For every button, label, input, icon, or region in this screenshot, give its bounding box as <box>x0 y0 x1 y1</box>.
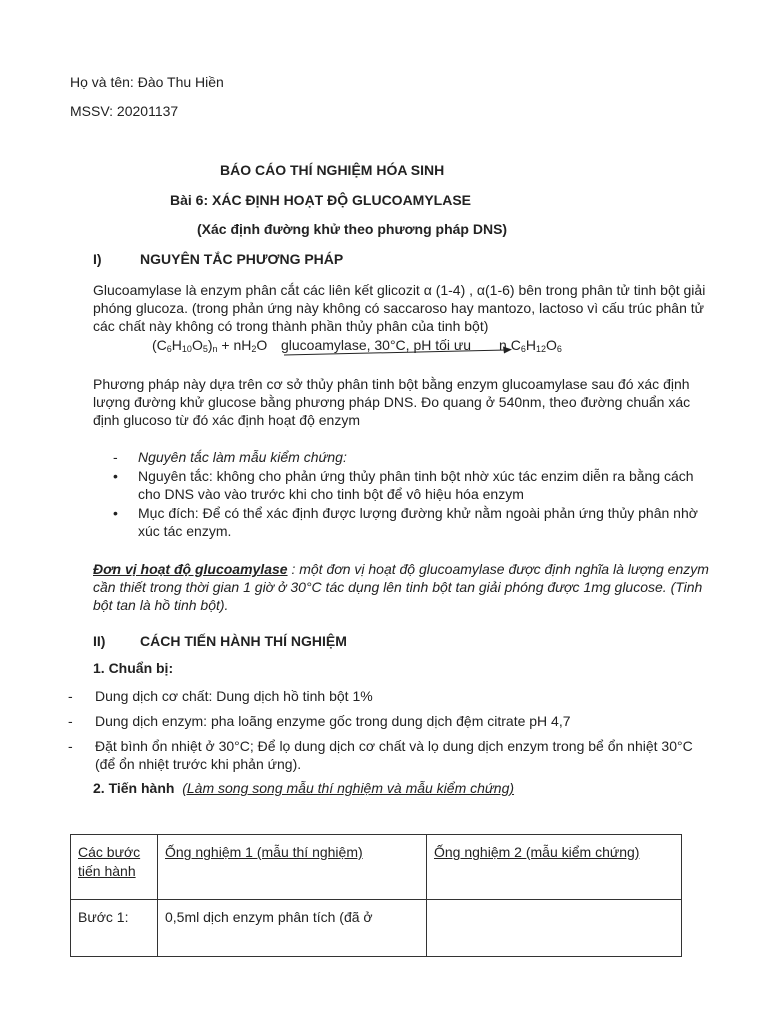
subsection-procedure <box>93 780 514 796</box>
section1-heading: NGUYÊN TẮC PHƯƠNG PHÁP <box>140 251 344 267</box>
lab-subtitle: (Xác định đường khử theo phương pháp DNS) <box>197 221 508 237</box>
procedure-note: (Làm song song mẫu thí nghiệm và mẫu kiểm chứng) <box>182 780 515 796</box>
table-header-cell: Ống nghiệm 1 (mẫu thí nghiệm) <box>158 835 427 900</box>
unit-definition-text: : một đơn vị hoạt độ glucoamylase được định nghĩa là lượng enzym cần thiết trong thời gian 1 giờ ở 30°C tác dụng lên tinh bột tan giải phóng được 1mg glucose. (Tinh bột tan là hồ tinh bột). <box>93 561 709 613</box>
reaction-product: n $C_6H_{12}O_6$ <box>499 337 562 354</box>
table-cell: 0,5ml dịch enzym phân tích (đã ở <box>158 900 427 957</box>
control-principle-label: Nguyên tắc làm mẫu kiểm chứng: <box>138 449 347 465</box>
prep-text: Đặt bình ổn nhiệt ở 30°C; Để lọ dung dịch cơ chất và lọ dung dịch enzym trong bể ổn nhiệt 30°C (để ổn nhiệt trước khi phản ứng). <box>95 738 693 772</box>
reaction-condition: glucoamylase, 30°C, pH tối ưu <box>281 337 472 353</box>
unit-term: Đơn vị hoạt độ glucoamylase <box>93 561 288 577</box>
bullet-icon: • <box>113 468 118 484</box>
procedure-table <box>70 834 682 957</box>
procedure-label: 2. Tiến hành <box>93 780 175 796</box>
student-name: Họ và tên: Đào Thu Hiền <box>70 74 224 90</box>
bullet-text: Mục đích: Để có thể xác định được lượng đường khử nằm ngoài phản ứng thủy phân nhờ xúc tác enzym. <box>138 505 698 539</box>
bullet-icon: • <box>113 505 118 521</box>
dash-marker: - <box>68 713 73 729</box>
table-header-cell: Các bước tiến hành <box>71 835 158 900</box>
dash-marker: - <box>68 688 73 704</box>
lab-title: Bài 6: XÁC ĐỊNH HOẠT ĐỘ GLUCOAMYLASE <box>170 192 472 208</box>
table-header-row <box>71 835 682 900</box>
bullet-text: Nguyên tắc: không cho phản ứng thủy phân tinh bột nhờ xúc tác enzim diễn ra bằng cách cho DNS vào vào trước khi cho tinh bột để vô hiệu hóa enzym <box>138 468 694 502</box>
table-cell: Bước 1: <box>71 900 158 957</box>
table-row <box>71 900 682 957</box>
table-cell <box>427 900 682 957</box>
prep-text: Dung dịch enzym: pha loãng enzyme gốc trong dung dịch đệm citrate pH 4,7 <box>95 713 571 729</box>
unit-definition <box>93 560 713 614</box>
report-title: BÁO CÁO THÍ NGHIỆM HÓA SINH <box>220 162 445 178</box>
dash-marker: - <box>68 738 73 754</box>
section2-heading: CÁCH TIẾN HÀNH THÍ NGHIỆM <box>140 633 347 649</box>
student-id: MSSV: 20201137 <box>70 103 179 119</box>
section1-number: I) <box>93 251 102 267</box>
dash-marker: - <box>113 449 118 465</box>
subsection-preparation: 1. Chuẩn bị: <box>93 660 174 676</box>
table-header-cell: Ống nghiệm 2 (mẫu kiểm chứng) <box>427 835 682 900</box>
reaction-equation: $(C_6H_{10}O_5)_n + nH_2O$ <box>152 337 268 354</box>
section1-paragraph2: Phương pháp này dựa trên cơ sở thủy phân tinh bột bằng enzym glucoamylase sau đó xác định lượng đường khử glucose bằng phương pháp DNS. Đo quang ở 540nm, theo đường chuẩn xác định glucoso từ đó xác định hoạt độ enzym <box>93 376 691 428</box>
prep-text: Dung dịch cơ chất: Dung dịch hồ tinh bột 1% <box>95 688 373 704</box>
reaction-arrow-icon <box>282 346 514 358</box>
section2-number: II) <box>93 633 106 649</box>
section1-paragraph1: Glucoamylase là enzym phân cắt các liên kết glicozit α (1-4) , α(1-6) bên trong phân tử tinh bột giải phóng glucoza. (trong phản ứng này không có saccaroso hay mantozo, lactoso vì cấu trúc phân tử các chất này không có trong thành phần thủy phân của tinh bột) <box>93 282 706 334</box>
